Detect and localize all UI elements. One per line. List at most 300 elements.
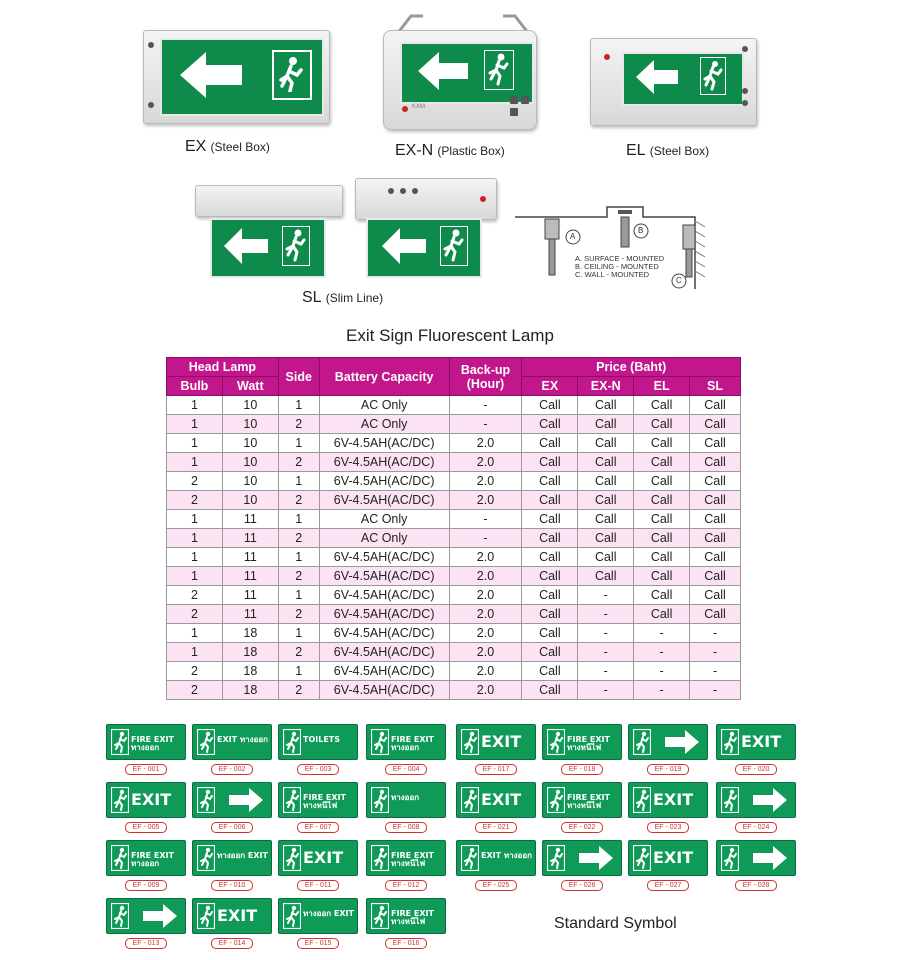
exit-sign-tile — [278, 724, 358, 760]
table-cell: - — [634, 624, 690, 643]
header-backup-unit: (Hour) — [466, 376, 505, 391]
running-man-icon — [283, 729, 301, 755]
table-cell: 2.0 — [449, 434, 522, 453]
running-man-icon — [721, 845, 739, 871]
exit-sign-tile — [106, 724, 186, 760]
table-cell: Call — [578, 472, 634, 491]
table-row — [167, 548, 741, 567]
running-man-icon — [371, 787, 389, 813]
sign-text: EXIT — [653, 848, 694, 867]
header-sl: SL — [690, 377, 741, 396]
symbol-code: EF - 023 — [647, 822, 689, 833]
table-cell: 6V-4.5AH(AC/DC) — [319, 548, 449, 567]
table-cell: Call — [578, 453, 634, 472]
table-cell: 2 — [167, 662, 223, 681]
table-cell: 6V-4.5AH(AC/DC) — [319, 681, 449, 700]
table-cell: Call — [634, 605, 690, 624]
table-cell: 11 — [222, 605, 278, 624]
table-cell: Call — [634, 548, 690, 567]
exit-sign-tile — [106, 898, 186, 934]
table-cell: 11 — [222, 586, 278, 605]
table-cell: 1 — [167, 529, 223, 548]
sign-text: EXIT — [653, 790, 694, 809]
direction-arrow-icon — [747, 788, 787, 812]
running-man-icon — [283, 845, 301, 871]
exit-sign-tile — [192, 898, 272, 934]
symbol-code: EF - 013 — [125, 938, 167, 949]
table-cell: 1 — [167, 624, 223, 643]
table-row — [167, 586, 741, 605]
exit-sign-tile — [628, 840, 708, 876]
table-cell: 2.0 — [449, 643, 522, 662]
exit-sign-tile — [366, 782, 446, 818]
table-cell: Call — [522, 453, 578, 472]
symbol-code: EF - 027 — [647, 880, 689, 891]
table-cell: 2.0 — [449, 586, 522, 605]
direction-arrow-icon — [137, 904, 177, 928]
table-cell: 6V-4.5AH(AC/DC) — [319, 453, 449, 472]
symbol-code: EF - 026 — [561, 880, 603, 891]
symbol-code: EF - 001 — [125, 764, 167, 775]
table-cell: 2 — [278, 491, 319, 510]
arrow-left-icon — [382, 228, 428, 264]
table-cell: 6V-4.5AH(AC/DC) — [319, 586, 449, 605]
table-cell: 6V-4.5AH(AC/DC) — [319, 491, 449, 510]
table-cell: 1 — [167, 567, 223, 586]
arrow-left-icon — [418, 52, 470, 90]
table-cell: Call — [634, 510, 690, 529]
table-cell: 2 — [278, 529, 319, 548]
exit-sign-tile — [456, 724, 536, 760]
running-man-icon — [111, 787, 129, 813]
table-cell: 1 — [278, 548, 319, 567]
table-cell: 1 — [278, 624, 319, 643]
running-man-icon — [547, 787, 565, 813]
exit-sign-tile — [542, 840, 622, 876]
symbol-code: EF - 009 — [125, 880, 167, 891]
table-cell: Call — [522, 605, 578, 624]
header-el: EL — [634, 377, 690, 396]
table-cell: 1 — [278, 434, 319, 453]
table-cell: - — [578, 624, 634, 643]
table-cell: Call — [522, 510, 578, 529]
symbol-code: EF - 018 — [561, 764, 603, 775]
table-cell: Call — [578, 510, 634, 529]
symbol-code: EF - 028 — [735, 880, 777, 891]
table-cell: 10 — [222, 434, 278, 453]
sign-text: FIRE EXIT ทางออก — [131, 851, 174, 868]
table-cell: - — [578, 681, 634, 700]
sign-text: ทางออก EXIT — [303, 909, 354, 918]
table-row — [167, 624, 741, 643]
running-man-icon — [278, 56, 304, 92]
symbol-code: EF - 010 — [211, 880, 253, 891]
symbol-code: EF - 011 — [297, 880, 339, 891]
running-man-icon — [633, 729, 651, 755]
table-cell: - — [690, 662, 741, 681]
table-cell: 1 — [167, 548, 223, 567]
table-cell: 1 — [167, 415, 223, 434]
symbol-code: EF - 007 — [297, 822, 339, 833]
header-backup-label: Back-up — [460, 362, 511, 377]
exit-sign-tile — [542, 724, 622, 760]
table-cell: Call — [690, 491, 741, 510]
table-cell: Call — [522, 529, 578, 548]
table-cell: Call — [578, 415, 634, 434]
table-cell: Call — [634, 472, 690, 491]
table-cell: 2.0 — [449, 624, 522, 643]
table-cell: 2 — [278, 605, 319, 624]
exit-sign-tile — [278, 898, 358, 934]
table-cell: 10 — [222, 472, 278, 491]
running-man-icon — [111, 729, 129, 755]
table-cell: - — [578, 643, 634, 662]
running-man-icon — [111, 845, 129, 871]
table-cell: 2.0 — [449, 548, 522, 567]
header-bulb: Bulb — [167, 377, 223, 396]
symbol-code: EF - 016 — [385, 938, 427, 949]
table-cell: 2 — [167, 681, 223, 700]
table-cell: Call — [690, 548, 741, 567]
table-cell: Call — [690, 510, 741, 529]
table-row — [167, 491, 741, 510]
table-cell: 18 — [222, 624, 278, 643]
running-man-icon — [461, 729, 479, 755]
table-title: Exit Sign Fluorescent Lamp — [346, 326, 554, 345]
table-cell: Call — [690, 567, 741, 586]
table-cell: 11 — [222, 529, 278, 548]
arrow-left-icon — [636, 60, 680, 94]
table-cell: Call — [522, 681, 578, 700]
sign-text: EXIT — [303, 848, 344, 867]
table-row — [167, 415, 741, 434]
table-cell: Call — [634, 586, 690, 605]
table-cell: - — [449, 415, 522, 434]
table-cell: Call — [690, 529, 741, 548]
table-cell: 2 — [278, 643, 319, 662]
symbol-code: EF - 019 — [647, 764, 689, 775]
table-cell: 6V-4.5AH(AC/DC) — [319, 567, 449, 586]
table-cell: 10 — [222, 396, 278, 415]
exit-sign-tile — [192, 724, 272, 760]
running-man-icon — [721, 729, 739, 755]
table-cell: - — [634, 643, 690, 662]
table-cell: 18 — [222, 643, 278, 662]
exit-sign-tile — [106, 782, 186, 818]
exit-sign-tile — [192, 840, 272, 876]
sign-text: FIRE EXIT ทางหนีไฟ — [567, 793, 610, 810]
table-cell: - — [690, 681, 741, 700]
table-cell: 6V-4.5AH(AC/DC) — [319, 605, 449, 624]
table-cell: - — [449, 510, 522, 529]
table-cell: 6V-4.5AH(AC/DC) — [319, 624, 449, 643]
running-man-icon — [547, 845, 565, 871]
product-exn-caption: EX-N (Plastic Box) — [395, 142, 505, 159]
symbol-code: EF - 021 — [475, 822, 517, 833]
symbol-code: EF - 025 — [475, 880, 517, 891]
table-cell: 10 — [222, 453, 278, 472]
table-cell: - — [690, 624, 741, 643]
running-man-icon — [283, 903, 301, 929]
running-man-icon — [197, 729, 215, 755]
table-cell: Call — [578, 434, 634, 453]
sign-text: TOILETS — [303, 735, 341, 744]
symbol-code: EF - 004 — [385, 764, 427, 775]
arrow-left-icon — [224, 228, 270, 264]
symbol-code: EF - 002 — [211, 764, 253, 775]
table-cell: Call — [690, 396, 741, 415]
exit-sign-tile — [366, 840, 446, 876]
symbol-code: EF - 022 — [561, 822, 603, 833]
running-man-icon — [111, 903, 129, 929]
running-man-icon — [484, 50, 514, 90]
table-cell: 1 — [167, 643, 223, 662]
exit-sign-tile — [628, 782, 708, 818]
table-cell: Call — [690, 605, 741, 624]
table-row — [167, 472, 741, 491]
table-cell: Call — [522, 567, 578, 586]
exit-sign-tile — [366, 724, 446, 760]
table-cell: 1 — [278, 662, 319, 681]
symbol-code: EF - 012 — [385, 880, 427, 891]
sign-text: EXIT — [481, 732, 522, 751]
symbol-code: EF - 020 — [735, 764, 777, 775]
table-cell: 2.0 — [449, 567, 522, 586]
sign-text: FIRE EXIT ทางหนีไฟ — [391, 851, 434, 868]
table-cell: Call — [634, 453, 690, 472]
product-ex-caption: EX (Steel Box) — [185, 138, 270, 155]
exit-sign-tile — [366, 898, 446, 934]
table-cell: Call — [578, 396, 634, 415]
table-cell: Call — [690, 434, 741, 453]
table-cell: Call — [578, 529, 634, 548]
table-cell: Call — [690, 586, 741, 605]
running-man-icon — [197, 845, 215, 871]
table-cell: 18 — [222, 662, 278, 681]
running-man-icon — [371, 845, 389, 871]
exit-sign-tile — [278, 840, 358, 876]
table-cell: Call — [634, 396, 690, 415]
running-man-icon — [633, 845, 651, 871]
table-cell: 1 — [278, 472, 319, 491]
table-row — [167, 453, 741, 472]
symbol-code: EF - 005 — [125, 822, 167, 833]
table-cell: Call — [522, 586, 578, 605]
sign-text: EXIT — [741, 732, 782, 751]
symbol-code: EF - 015 — [297, 938, 339, 949]
table-cell: Call — [522, 643, 578, 662]
table-cell: Call — [634, 434, 690, 453]
sign-text: EXIT ทางออก — [481, 851, 532, 860]
table-cell: - — [578, 662, 634, 681]
exit-sign-tile — [628, 724, 708, 760]
table-cell: 1 — [278, 510, 319, 529]
running-man-icon — [461, 845, 479, 871]
table-cell: - — [634, 681, 690, 700]
sign-text: FIRE EXIT ทางออก — [391, 735, 434, 752]
table-cell: 6V-4.5AH(AC/DC) — [319, 643, 449, 662]
table-cell: Call — [634, 415, 690, 434]
table-cell: - — [449, 529, 522, 548]
table-cell: Call — [578, 548, 634, 567]
symbol-code: EF - 006 — [211, 822, 253, 833]
table-row — [167, 434, 741, 453]
table-cell: Call — [690, 472, 741, 491]
table-cell: Call — [522, 662, 578, 681]
mount-mark-a: A — [570, 232, 576, 241]
direction-arrow-icon — [573, 846, 613, 870]
running-man-icon — [283, 787, 301, 813]
table-cell: Call — [522, 491, 578, 510]
price-table — [166, 357, 741, 700]
table-cell: 2 — [278, 681, 319, 700]
table-cell: 2 — [278, 415, 319, 434]
table-row — [167, 567, 741, 586]
header-battery: Battery Capacity — [319, 358, 449, 396]
product-sl-caption: SL (Slim Line) — [302, 289, 384, 306]
direction-arrow-icon — [223, 788, 263, 812]
symbol-code: EF - 024 — [735, 822, 777, 833]
table-row — [167, 605, 741, 624]
running-man-icon — [440, 226, 468, 266]
table-cell: Call — [578, 491, 634, 510]
header-side: Side — [278, 358, 319, 396]
standard-symbol-caption: Standard Symbol — [554, 915, 677, 932]
table-cell: Call — [690, 453, 741, 472]
header-ex: EX — [522, 377, 578, 396]
sign-text: ทางออก EXIT — [217, 851, 268, 860]
running-man-icon — [197, 787, 215, 813]
table-row — [167, 662, 741, 681]
exit-sign-tile — [716, 840, 796, 876]
header-watt: Watt — [222, 377, 278, 396]
table-cell: Call — [522, 472, 578, 491]
table-cell: 1 — [278, 396, 319, 415]
header-backup — [449, 358, 522, 396]
table-cell: AC Only — [319, 415, 449, 434]
symbol-code: EF - 008 — [385, 822, 427, 833]
exit-sign-tile — [456, 782, 536, 818]
table-cell: AC Only — [319, 396, 449, 415]
table-cell: 2 — [167, 491, 223, 510]
product-el-caption: EL (Steel Box) — [626, 142, 710, 159]
table-row — [167, 396, 741, 415]
table-cell: 2.0 — [449, 605, 522, 624]
table-row — [167, 510, 741, 529]
table-cell: Call — [522, 415, 578, 434]
exit-sign-tile — [716, 782, 796, 818]
exit-sign-tile — [106, 840, 186, 876]
table-cell: 2.0 — [449, 681, 522, 700]
sign-text: EXIT ทางออก — [217, 735, 268, 744]
sign-text: EXIT — [481, 790, 522, 809]
sign-text: ทางออก — [391, 793, 420, 802]
running-man-icon — [282, 226, 310, 266]
table-cell: 11 — [222, 548, 278, 567]
running-man-icon — [371, 903, 389, 929]
table-cell: 1 — [167, 510, 223, 529]
exit-sign-tile — [278, 782, 358, 818]
exit-sign-tile — [456, 840, 536, 876]
table-cell: - — [578, 586, 634, 605]
table-cell: - — [578, 605, 634, 624]
table-cell: AC Only — [319, 529, 449, 548]
table-row — [167, 643, 741, 662]
table-cell: 6V-4.5AH(AC/DC) — [319, 434, 449, 453]
mount-legend-b: B. CEILING - MOUNTED — [575, 262, 659, 271]
table-cell: 1 — [167, 396, 223, 415]
mount-legend-c: C. WALL - MOUNTED — [575, 270, 650, 279]
header-head-lamp: Head Lamp — [167, 358, 279, 377]
table-cell: 2 — [167, 586, 223, 605]
table-cell: 6V-4.5AH(AC/DC) — [319, 472, 449, 491]
running-man-icon — [700, 57, 726, 95]
direction-arrow-icon — [747, 846, 787, 870]
table-cell: 2.0 — [449, 491, 522, 510]
table-cell: 2.0 — [449, 453, 522, 472]
table-row — [167, 681, 741, 700]
running-man-icon — [633, 787, 651, 813]
table-row — [167, 529, 741, 548]
running-man-icon — [197, 903, 215, 929]
table-cell: Call — [522, 624, 578, 643]
table-cell: 2.0 — [449, 662, 522, 681]
mount-legend-a: A. SURFACE - MOUNTED — [575, 254, 665, 263]
table-cell: 2.0 — [449, 472, 522, 491]
symbol-code: EF - 017 — [475, 764, 517, 775]
exit-sign-tile — [192, 782, 272, 818]
table-cell: - — [690, 643, 741, 662]
table-cell: 1 — [167, 434, 223, 453]
exit-sign-tile — [542, 782, 622, 818]
table-cell: Call — [578, 567, 634, 586]
exit-sign-tile — [716, 724, 796, 760]
mount-mark-c: C — [676, 276, 682, 285]
symbol-code: EF - 014 — [211, 938, 253, 949]
sign-text: FIRE EXIT ทางหนีไฟ — [303, 793, 346, 810]
symbol-code: EF - 003 — [297, 764, 339, 775]
table-cell: Call — [690, 415, 741, 434]
table-cell: - — [449, 396, 522, 415]
table-cell: 6V-4.5AH(AC/DC) — [319, 662, 449, 681]
sign-text: FIRE EXIT ทางหนีไฟ — [567, 735, 610, 752]
table-cell: 1 — [278, 586, 319, 605]
sign-text: FIRE EXIT ทางหนีไฟ — [391, 909, 434, 926]
table-cell: Call — [522, 548, 578, 567]
mount-mark-b: B — [638, 226, 644, 235]
arrow-left-icon — [180, 52, 246, 98]
table-cell: 2 — [278, 453, 319, 472]
table-cell: Call — [522, 396, 578, 415]
table-cell: 1 — [167, 453, 223, 472]
table-cell: - — [634, 662, 690, 681]
sign-text: EXIT — [131, 790, 172, 809]
table-cell: 10 — [222, 415, 278, 434]
table-cell: 11 — [222, 567, 278, 586]
table-cell: 2 — [278, 567, 319, 586]
running-man-icon — [721, 787, 739, 813]
table-cell: 10 — [222, 491, 278, 510]
header-exn: EX-N — [578, 377, 634, 396]
table-cell: 2 — [167, 472, 223, 491]
table-cell: Call — [634, 491, 690, 510]
header-price: Price (Baht) — [522, 358, 741, 377]
running-man-icon — [461, 787, 479, 813]
table-cell: Call — [522, 434, 578, 453]
table-cell: 18 — [222, 681, 278, 700]
table-cell: 2 — [167, 605, 223, 624]
table-cell: Call — [634, 529, 690, 548]
